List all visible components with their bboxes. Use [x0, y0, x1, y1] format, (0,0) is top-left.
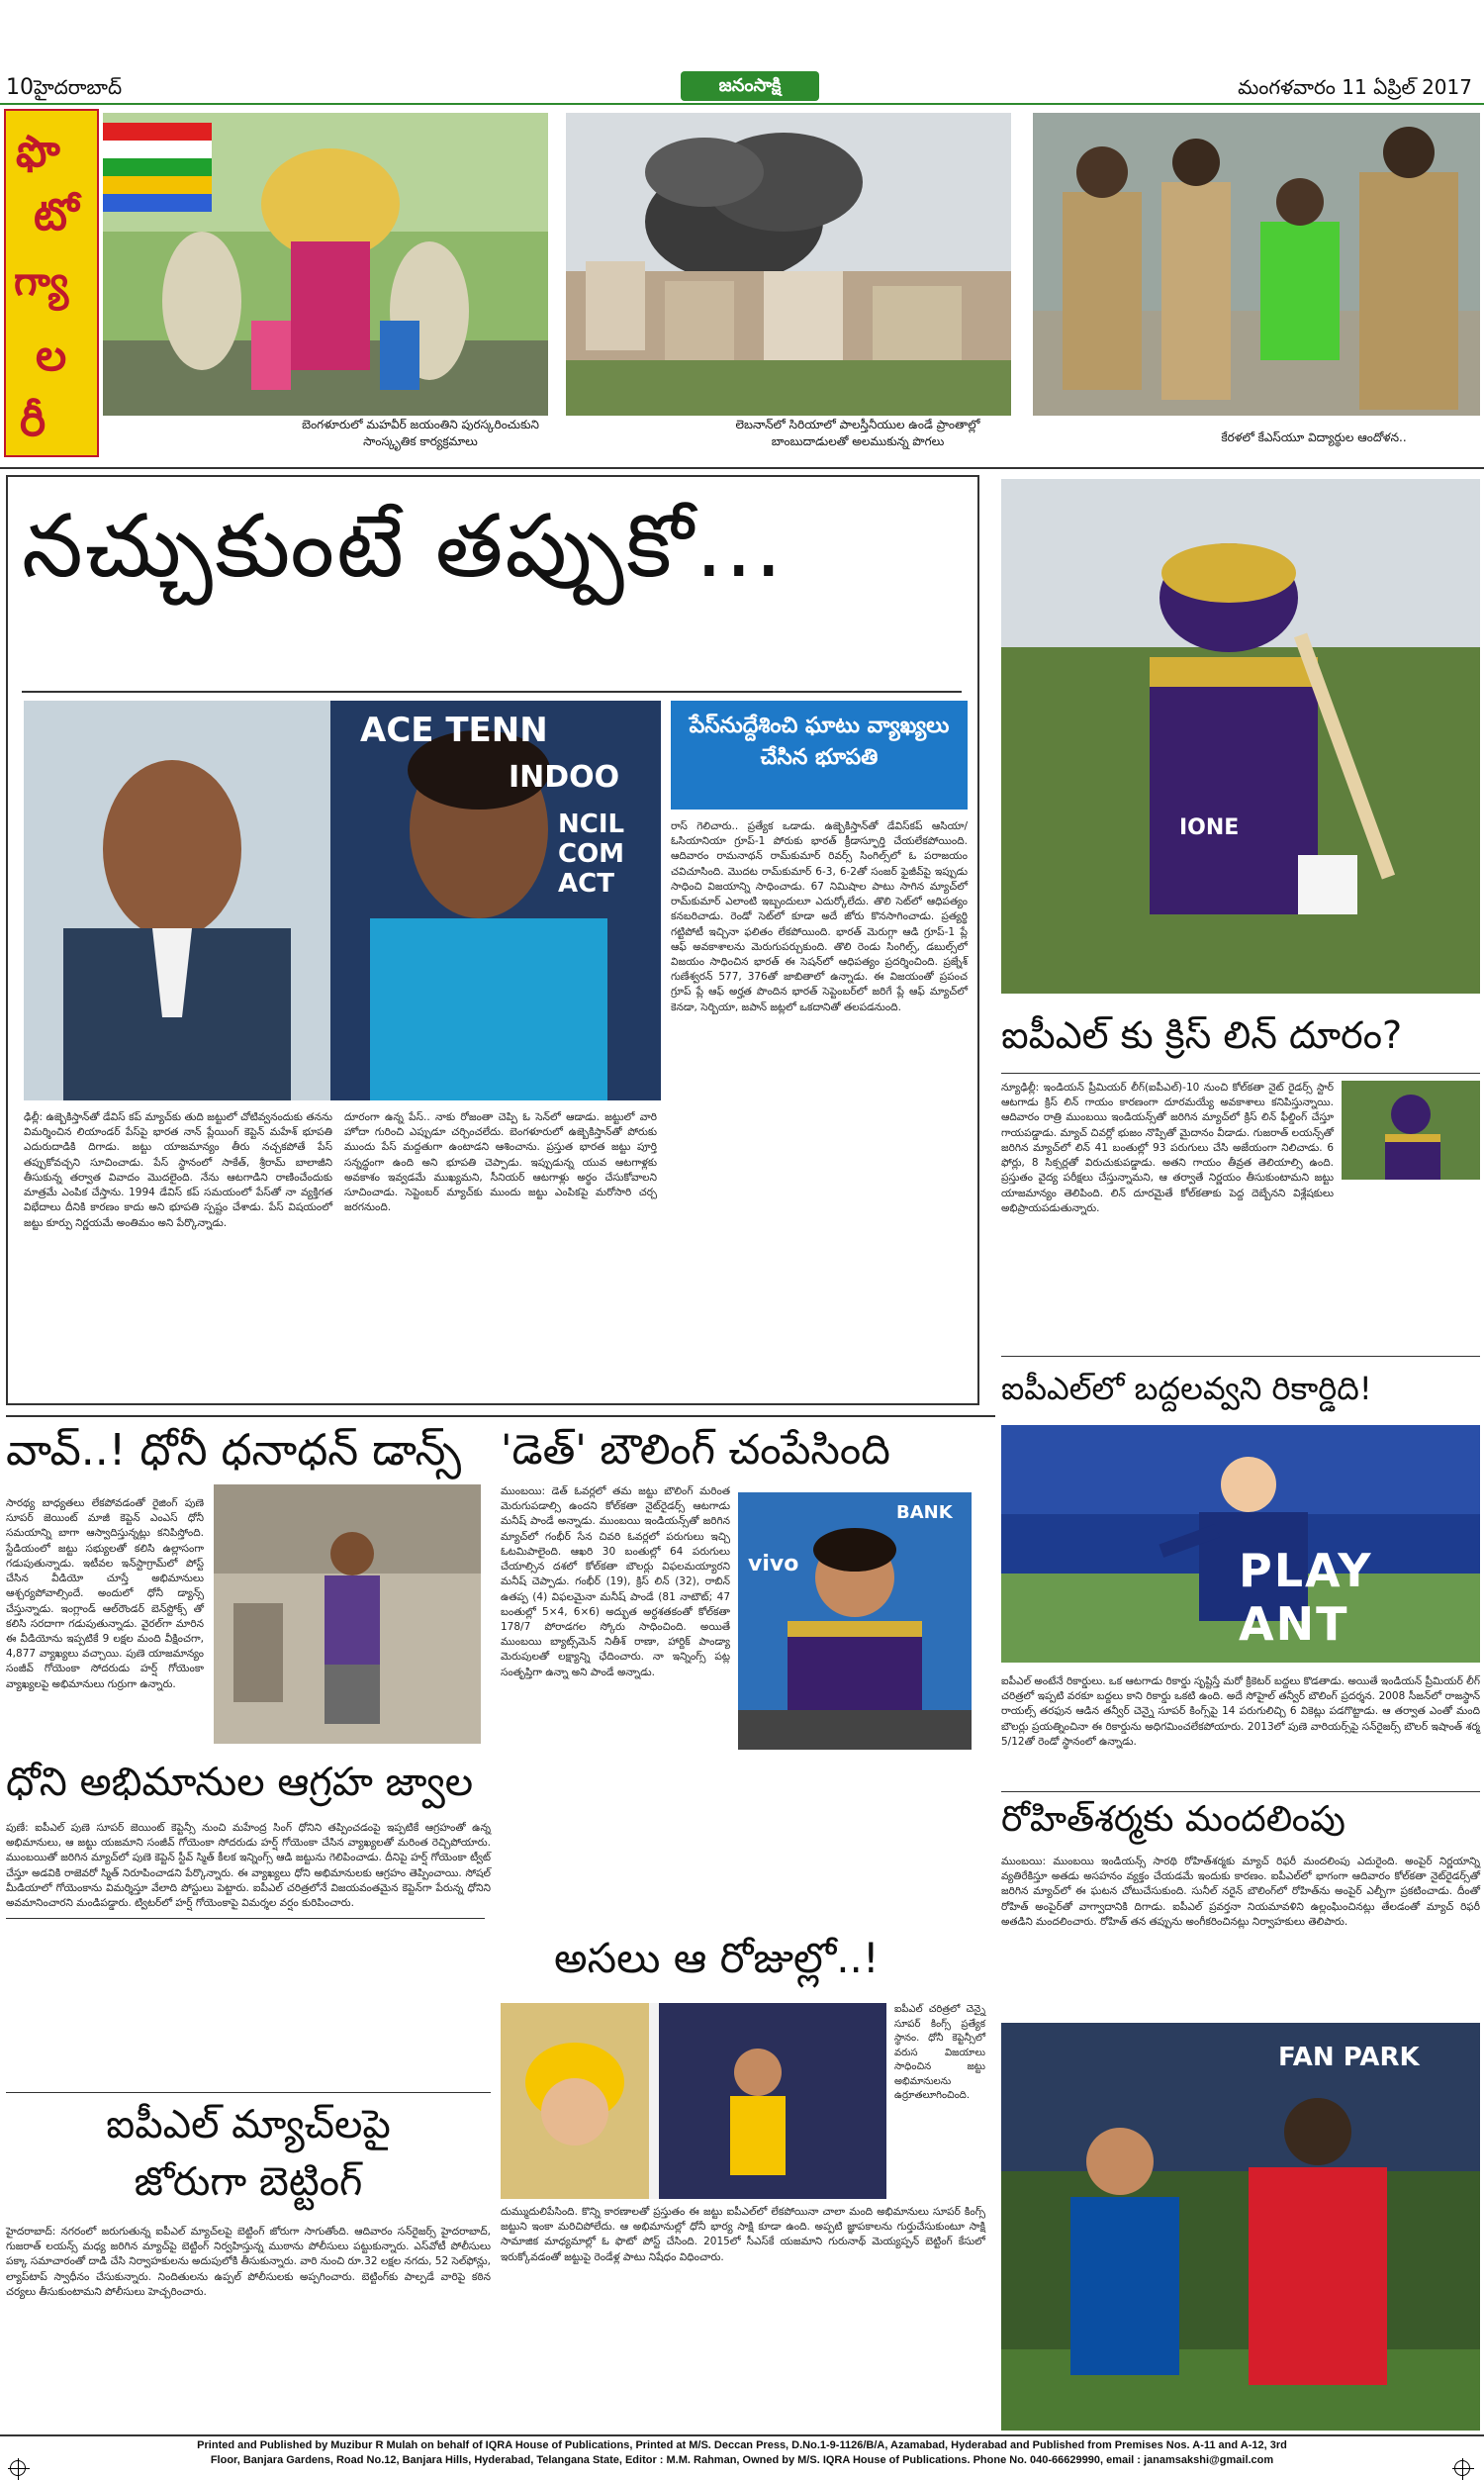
lead-body-middle: దూరంగా ఉన్న పేస్.. నాకు రోజంతా చెప్పి ఓ సెన్‌లో ఆడాడు. జట్టులో వారి హోదా గురించి ఎప్పుడూ చర్చించలేదు. బెంగళూరులో ఉజ్బెకిస్తాన్‌తో పోరుకు ముందు పేస్ మద్దతుగా ఉంటాడని ఆశించాను. ప్రస్తుత భారత జట్టు పూర్తి సన్నద్ధంగా ఉంది అని భూపతి చెప్పాడు. ఇప్పుడున్న యువ ఆటగాళ్లకు అవకాశం ఇవ్వడమే ముఖ్యమని, సీనియర్ ఆటగాళ్లు అర్థం చేసుకోవాలని సూచించాడు. సెప్టెంబర్ మ్యాచ్‌కు ముందు జట్టు ఎంపికపై మరోసారి చర్చ జరగనుంది. — [344, 1111, 657, 1214]
dhoni-dance-body: సారథ్య బాధ్యతలు లేకపోవడంతో రైజింగ్ పుణె సూపర్ జెయింట్ మాజీ కెప్టెన్ ఎంఎస్ ధోనీ సమయాన్ని బాగా ఆస్వాదిస్తున్నట్లు కనిపిస్తోంది. స్టేడియంలో జట్టు సభ్యులతో కలిసి ఉల్లాసంగా గడుపుతున్నాడు. ఇటీవల ఇన్‌స్టాగ్రామ్‌లో పోస్ట్ చేసిన వీడియో చూస్తే అభిమానులు ఆశ్చర్యపోవాల్సిందే. అందులో ధోనీ డ్యాన్స్ చేస్తున్నాడు. ఇంగ్లాండ్ ఆల్‌రౌండర్ బెన్‌స్టోక్స్ తో కలిసి సరదాగా గడుపుతున్నాడు. వైరల్‌గా మారిన ఈ వీడియోను ఇప్పటికే 9 లక్షల మంది వీక్షించగా, 4,877 వ్యాఖ్యలు వచ్చాయి. పుణె యాజమాన్యం సంజీవ్ గోయెంకా సోదరుడు హర్ష్ గోయెంకా వ్యాఖ్యలపై అభిమానులు గుర్రుగా ఉన్నారు. — [6, 1497, 204, 1690]
gallery-label-5: రీ — [20, 396, 46, 446]
row2-rule — [6, 1415, 995, 1417]
gallery-caption-1: బెంగళూరులో మహవీర్ జయంతిని పురస్కరించుకుని సాంస్కృతిక కార్యక్రమాలు — [302, 418, 539, 448]
ipl-record-body: ఐపీఎల్ అంటేనే రికార్డులు. ఒక ఆటగాడు రికార్డు సృష్టిస్తే మరో క్రికెటర్ బద్దలు కొడతాడు. అయితే ఇండియన్ ప్రీమియర్ లీగ్ చరిత్రలో ఇప్పటి వరకూ బద్దలు కాని రికార్డు ఒకటి ఉంది. అదే సోహైల్ తన్వీర్ బౌలింగ్ ప్రదర్శన. 2008 సీజన్‌లో రాజస్థాన్ రాయల్స్ తరఫున ఆడిన తన్వీర్ చెన్నై సూపర్ కింగ్స్‌పై 14 పరుగులిచ్చి 6 వికెట్లు పడగొట్టాడు. ఆ తర్వాత ఎంతో మంది బౌలర్లు ప్రయత్నించినా ఈ రికార్డును అధిగమించలేకపోయారు. 2013లో పుణె వారియర్స్‌పై సన్‌రైజర్స్ బౌలర్ ఇషాంత్ శర్మ 5/12తో రెండో స్థానంలో ఉన్నాడు. — [1001, 1675, 1480, 1748]
page-city: హైదరాబాద్ — [34, 75, 123, 99]
page-number: 10 — [6, 75, 34, 100]
footer-imprint-line2: Floor, Banjara Gardens, Road No.12, Banjara Hills, Hyderabad, Telangana State, Editor : M.M. Rahman, Owned by M/S. IQRA House of Publications. Phone No. 040-66629990, email : janamsakshi@gmail.com — [210, 2453, 1274, 2466]
lead-photo-banner-1: ACE TENN — [360, 711, 548, 750]
photo-dhoni-dancing — [214, 1484, 481, 1744]
ipl-lynn-body: న్యూఢిల్లీ: ఇండియన్ ప్రీమియర్ లీగ్(ఐపీఎల్)-10 నుంచి కోల్‌కతా నైట్ రైడర్స్ స్టార్ ఆటగాడు క్రిస్ లిన్ గాయం కారణంగా దూరమయ్యే అవకాశాలు కనిపిస్తున్నాయి. ఆదివారం రాత్రి ముంబయి ఇండియన్స్‌తో జరిగిన మ్యాచ్‌లో క్రిస్ లిన్ ఫీల్డింగ్ చేస్తూ గాయపడ్డాడు. మ్యాచ్ చివర్లో భుజం నొప్పితో మైదానం వీడాడు. గుజరాత్ లయన్స్‌తో జరిగిన మ్యాచ్‌లో లిన్ 41 బంతుల్లో 93 పరుగులు చేసి అజేయంగా నిలిచాడు. 6 ఫోర్లు, 8 సిక్సర్లతో విరుచుకుపడ్డాడు. అతని గాయం తీవ్రత తెలియాల్సి ఉంది. ప్రస్తుతం వైద్య పరీక్షలు చేస్తున్నామని, ఆ తర్వాతే నిర్ణయం తీసుకుంటామని జట్టు యాజమాన్యం తెలిపింది. లిన్ దూరమైతే కోల్‌కతాకు పెద్ద దెబ్బేనని విశ్లేషకులు అభిప్రాయపడుతున్నారు. — [1001, 1082, 1334, 1214]
gallery-caption-2: లెబనాన్‌లో సిరియాలో పాలస్తీనీయుల ఉండే ప్రాంతాల్లో బాంబుదాడులతో అలముకున్న పొగలు — [735, 418, 980, 448]
ipl-lynn-rule — [1001, 1073, 1480, 1074]
gallery-label-2: టో — [34, 190, 79, 240]
lead-subhead-box — [671, 701, 968, 810]
old-days-body-bottom: దుమ్ముదులిపేసింది. కొన్ని కారణాలతో ప్రస్తుతం ఈ జట్టు ఐపీఎల్‌లో లేకపోయినా చాలా మంది అభిమానులు సూపర్ కింగ్స్ జట్టుని ఇంకా మరిచిపోలేదు. ఆ అభిమానుల్లో ధోనీ భార్య సాక్షి కూడా ఉంది. అప్పటి జ్ఞాపకాలను గుర్తుచేసుకుంటూ సాక్షి సామాజిక మాధ్యమాల్లో ఓ ఫొటో పోస్ట్ చేసింది. 2015లో సీఎస్‌కే యజమాని గురునాథ్ మెయ్యప్పన్ బెట్టింగ్ కేసులో ఇరుక్కోవడంతో జట్టుపై రెండేళ్ల పాటు నిషేధం విధించారు. — [501, 2206, 985, 2263]
photo-press-board-bank: BANK — [896, 1502, 953, 1523]
photo-kkr-lynn — [1001, 479, 1480, 994]
gallery-caption-3: కేరళలో కేఎస్‌యూ విద్యార్థుల ఆందోళన.. — [1221, 430, 1407, 444]
lead-headline: నచ్చుకుంటే తప్పుకో... — [22, 495, 785, 597]
lead-body-right: రాస్ గెలిచారు.. ప్రత్యేక ఒడాడు. ఉజ్బెకిస్తాన్‌తో డేవిస్‌కప్ ఆసియా/ఓసియానియా గ్రూప్-1 పోరుకు భారత్ క్రీడాస్ఫూర్తి చేయలేకపోయింది. ఆదివారం రామనాథన్ రామ్‌కుమార్ రివర్స్ సింగిల్స్‌లో ఓ పరాజయం చవిచూసింది. మొదట రామ్‌కుమార్ 6-3, 6-2తో సంజర్ ఫైజీవ్‌పై ఇప్పుడు సాధించి విజయాన్ని సాధించాడు. 67 నిమిషాల పాటు సాగిన మ్యాచ్‌లో రామ్‌కుమార్ ఎలాంటి ఇబ్బందులూ ఎదుర్కోలేదు. తొలి సెట్‌లో ఆధిపత్యం కనబరిచాడు. రెండో సెట్‌లో కూడా అదే జోరు కొనసాగించాడు. ప్రత్యర్థి గట్టిపోటీ ఇచ్చినా ఫలితం లేకపోయింది. భారత్ మెరుగ్గా ఆడి గ్రూప్-1 ప్లే ఆఫ్ అవకాశాలను మెరుగుపర్చుకుంది. తొలి రెండు సింగిల్స్, డబుల్స్‌లో విజయం సాధించిన భారత్ ఈ సెషన్‌లో ఆధిపత్యం ప్రదర్శించింది. ప్రజ్నేశ్ గుణేశ్వరన్ 577, 376తో జాబితాలో ఉన్నాడు. ఈ విజయంతో ప్రపంచ గ్రూప్ ప్లే ఆఫ్ అర్హత పొందిన భారత్ సెప్టెంబర్‌లో జరిగే ప్లే ఆఫ్ మ్యాచ్‌లో కెనడా, సెర్బియా, జపాన్ జట్లలో ఒకదానితో తలపడనుంది. — [671, 820, 968, 1013]
ipl-record-top-rule — [1001, 1356, 1480, 1357]
lead-photo-banner-4: ACT — [558, 869, 614, 899]
death-bowling-body: ముంబయి: డెత్ ఓవర్లలో తమ జట్టు బౌలింగ్ మరింత మెరుగుపడాల్సి ఉందని కోల్‌కతా నైట్‌రైడర్స్ ఆటగాడు మనీష్ పాండే అన్నాడు. ముంబయి ఇండియన్స్‌తో జరిగిన మ్యాచ్‌లో గంభీర్ సేన చివరి ఓవర్లలో పరుగులు ఇచ్చి ఓటమిపాలైంది. ఆఖరి 30 బంతుల్లో 64 పరుగులు చేయాల్సిన దశలో కోల్‌కతా బౌలర్లు విఫలమయ్యారని మనీష్ చెప్పాడు. గంభీర్ (19), క్రిస్ లిన్ (32), రాబిన్ ఉతప్ప (4) విఫలమైనా మనీష్ పాండే (81 నాటౌట్; 47 బంతుల్లో 5×4, 6×6) అద్భుత అర్ధశతకంతో కోల్‌కతా 178/7 పోరాడగల స్కోరు సాధించింది. అయితే ముంబయి బ్యాట్స్‌మెన్ నితీశ్ రాణా, హార్దిక్ పాండ్యా మెరుపులతో లక్ష్యాన్ని ఛేదించారు. నా ఇన్నింగ్స్ పట్ల సంతృప్తిగా ఉన్నా అని పాండే అన్నాడు. — [501, 1485, 730, 1678]
footer-imprint — [6, 2438, 1478, 2468]
rohit-body: ముంబయి: ముంబయి ఇండియన్స్ సారథి రోహిత్‌శర్మకు మ్యాచ్ రిఫరీ మందలింపు ఎదురైంది. అంపైర్ నిర్ణయాన్ని వ్యతిరేకిస్తూ అతడు అసహనం వ్యక్తం చేయడమే ఇందుకు కారణం. ఐపీఎల్‌లో భాగంగా ఆదివారం కోల్‌కతా నైట్‌రైడర్స్‌తో జరిగిన మ్యాచ్‌లో ఈ ఘటన చోటుచేసుకుంది. సునీల్ నరైన్ బౌలింగ్‌లో రోహిత్‌ను అంపైర్ ఎల్బీగా ప్రకటించాడు. దీంతో రోహిత్ అంపైర్‌తో వాగ్వాదానికి దిగాడు. ఐపీఎల్ ప్రవర్తనా నియమావళిని ఉల్లంఘించినట్లు తేలడంతో మ్యాచ్ రిఫరీ అతడిని మందలించారు. రోహిత్ తన తప్పును అంగీకరించినట్లు నిర్వాహకులు తెలిపారు. — [1001, 1856, 1480, 1928]
gallery-label-4: ల — [36, 331, 67, 381]
page-date: మంగళవారం 11 ఏప్రిల్ 2017 — [1238, 75, 1472, 99]
photo-rohit-umpire — [1001, 2023, 1480, 2431]
lead-photo-banner-3: NCIL COM — [558, 810, 625, 869]
old-days-headline: అసలు ఆ రోజుల్లో..! — [554, 1934, 880, 1982]
footer-imprint-line1: Printed and Published by Muzibur R Mulah on behalf of IQRA House of Publications, Printed at M/S. Deccan Press, D.No.1-9-1126/B/A, Azamabad, Hyderabad and Published from Premises Nos. A-11 and A-12, 3rd — [197, 2439, 1287, 2451]
lead-body-left: ఢిల్లీ: ఉజ్బెకిస్తాన్‌తో డేవిస్ కప్ మ్యాచ్‌కు తుది జట్టులో చోటివ్వనందుకు తనను విమర్శించిన లియాండర్ పేస్‌పై భారత నాన్ ప్లేయింగ్ కెప్టెన్ మహేశ్ భూపతి ఎదురుదాడికి దిగాడు. జట్టు యాజమాన్యం తీరు నచ్చకపోతే పేస్ తప్పుకోవచ్చని సూచించాడు. పేస్ స్థానంలో సాకేత్, శ్రీరామ్ బాలాజీని తీసుకున్న తర్వాత వివాదం మొదలైంది. నేను ఆటగాడిని రాణించేందుకు మాత్రమే ఎంపిక చేస్తాను. 1994 డేవిస్ కప్ సమయంలో పేస్‌తో నా వ్యక్తిగత విభేదాలు దీనికి కారణం కాదు అని భూపతి స్పష్టం చేశాడు. పేస్ విషయంలో జట్టు కూర్పు నిర్ణయమే అంతిమం అని పేర్కొన్నాడు. — [24, 1111, 332, 1229]
old-days-body-right: ఐపీఎల్ చరిత్రలో చెన్నై సూపర్ కింగ్స్ ప్రత్యేక స్థానం. ధోనీ కెప్టెన్సీలో వరుస విజయాలు సాధించిన జట్టు అభిమానులను ఉర్రూతలూగించింది. — [894, 2004, 985, 2101]
lead-photo-banner-2: INDOO — [509, 760, 620, 795]
page-header — [0, 0, 1484, 103]
footer-rule — [0, 2434, 1484, 2436]
photo-csk-dhoni — [501, 2003, 886, 2199]
dhoni-fans-headline: ధోని అభిమానుల ఆగ్రహ జ్వాల — [6, 1760, 474, 1805]
gallery-photo-mahavir-jayanti — [103, 113, 548, 416]
gallery-photo-kerala-protest — [1033, 113, 1480, 416]
lead-subhead: పేస్‌నుద్దేశించి ఘాటు వ్యాఖ్యలు చేసిన భూపతి — [689, 714, 950, 770]
betting-headline-1: ఐపీఎల్ మ్యాచ్‌లపై — [106, 2102, 391, 2147]
ipl-lynn-headline: ఐపీఎల్ కు క్రిస్ లిన్ దూరం? — [1001, 1013, 1403, 1057]
lead-story — [6, 475, 979, 1405]
dhoni-fans-body-column: పుణే: ఐపీఎల్ పుణె సూపర్ జెయింట్ కెప్టెన్సీ నుంచి మహేంద్ర సింగ్ ధోనిని తప్పించడంపై ఇప్పటికే ఆగ్రహంతో ఉన్న అభిమానులు, ఆ జట్టు యజమాని సంజీవ్ గోయెంకా సోదరుడు హర్ష్ గోయెంకా చేసిన వ్యాఖ్యలతో మరింత రెచ్చిపోయారు. ముంబయితో జరిగిన మ్యాచ్‌లో పుణె కెప్టెన్ స్టీవ్ స్మిత్ కీలక ఇన్నింగ్స్ ఆడి జట్టును గెలిపించాడు. దీనిపై హర్ష్ గోయెంకా ట్వీట్ చేస్తూ అడవికి రాజెవరో స్మిత్ నిరూపించాడని పేర్కొన్నారు. ఈ వ్యాఖ్యలు ధోని అభిమానులకు ఆగ్రహం తెప్పించాయి. సోషల్ మీడియాలో గోయెంకాను విమర్శిస్తూ వేలాది పోస్టులు పెట్టారు. ఐపీఎల్ చరిత్రలోనే విజయవంతమైన కెప్టెన్‌గా పేరున్న ధోనిని అవమానించారని మండిపడ్డారు. ట్విటర్‌లో హర్ష్ గోయెంకాపై విమర్శల వర్షం కురిపించారు. — [6, 1822, 491, 1910]
gallery-label-3: గ్యా — [14, 259, 69, 305]
ipl-record-headline: ఐపీఎల్‌లో బద్దలవ్వని రికార్డిది! — [1001, 1370, 1372, 1407]
registration-mark-right — [1454, 2460, 1470, 2476]
registration-mark-left — [10, 2460, 26, 2476]
gallery-divider — [0, 467, 1484, 469]
gallery-photo-smoke — [566, 113, 1011, 416]
betting-body: హైదరాబాద్: నగరంలో జరుగుతున్న ఐపీఎల్ మ్యాచ్‌లపై బెట్టింగ్‌ జోరుగా సాగుతోంది. ఆదివారం సన్‌రైజర్స్ హైదరాబాద్, గుజరాత్ లయన్స్ మధ్య జరిగిన మ్యాచ్‌పై బెట్టింగ్ నిర్వహిస్తున్న ముఠాను పోలీసులు పట్టుకున్నారు. ఎస్‌వోటీ పోలీసులు పక్కా సమాచారంతో దాడి చేసి నిర్వాహకులను అదుపులోకి తీసుకున్నారు. వారి నుంచి రూ.32 లక్షల నగదు, 52 సెల్‌ఫోన్లు, ల్యాప్‌టాప్ స్వాధీనం చేసుకున్నారు. నిందితులను ఉప్పల్ పోలీసులకు అప్పగించారు. బెట్టింగ్‌కు పాల్పడే వారిపై కఠిన చర్యలు తీసుకుంటామని పోలీసులు హెచ్చరించారు. — [6, 2226, 491, 2298]
photo-rr-board-text: PLAY ANT — [1239, 1544, 1373, 1651]
photo-press-board-vivo: vivo — [748, 1552, 799, 1576]
lead-headline-rule — [22, 691, 962, 693]
gallery-label-1: ఫొ — [16, 127, 60, 177]
rohit-headline: రోహిత్‌శర్మకు మందలింపు — [1001, 1799, 1345, 1840]
header-rule — [0, 103, 1484, 105]
photo-manish-pandey — [738, 1492, 972, 1750]
photo-rr-bowler — [1001, 1425, 1480, 1663]
betting-headline-2: జోరుగా బెట్టింగ్ — [134, 2159, 363, 2205]
rohit-top-rule — [1001, 1791, 1480, 1792]
gallery-label — [4, 109, 99, 457]
photo-rohit-board-text: FAN PARK — [1278, 2043, 1420, 2072]
photo-gallery — [0, 109, 1484, 465]
masthead-title: జనంసాక్షి — [718, 75, 782, 96]
dhoni-dance-headline: వావ్..! ధోనీ ధనాధన్ డాన్స్ — [6, 1425, 462, 1476]
photo-lynn-injured — [1342, 1081, 1480, 1180]
lead-photo-bhupathi-paes — [24, 701, 661, 1100]
betting-top-rule — [6, 2092, 491, 2093]
death-bowling-headline: 'డెత్' బౌలింగ్ చంపేసింది — [501, 1425, 890, 1474]
masthead-logo — [681, 71, 819, 101]
photo-kkr-jersey-text: IONE — [1179, 815, 1240, 840]
